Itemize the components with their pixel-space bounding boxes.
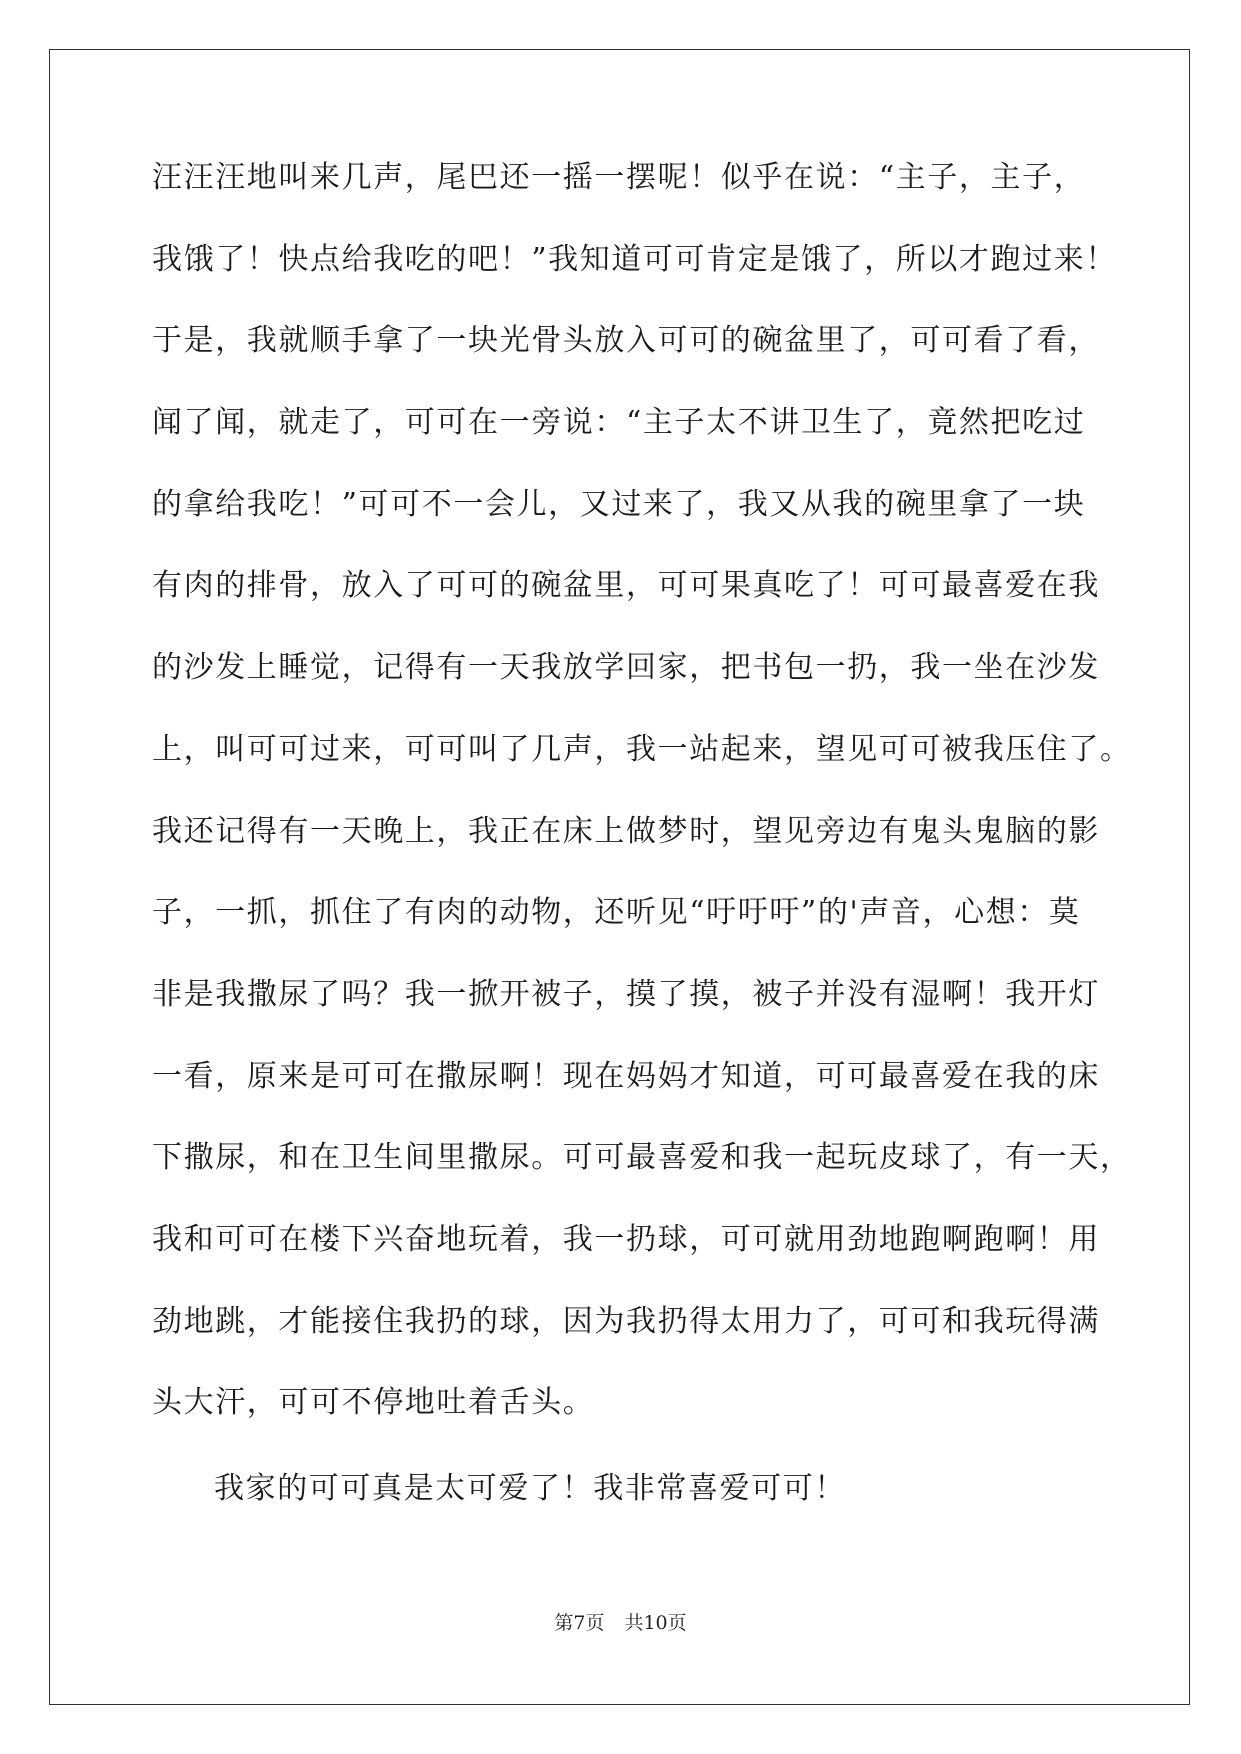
text-line: 非是我撒尿了吗？我一掀开被子，摸了摸，被子并没有湿啊！我开灯 — [152, 976, 1100, 1012]
text-line: 我和可可在楼下兴奋地玩着，我一扔球，可可就用劲地跑啊跑啊！用 — [152, 1221, 1100, 1257]
text-line: 闻了闻，就走了，可可在一旁说：“主子太不讲卫生了，竟然把吃过 — [152, 405, 1086, 441]
page-total: 共10页 — [624, 1612, 687, 1634]
text-line: 我饿了！快点给我吃的吧！”我知道可可肯定是饿了，所以才跑过来！ — [152, 241, 1117, 277]
page-footer — [0, 1612, 1241, 1634]
text-line: 汪汪汪地叫来几声，尾巴还一摇一摆呢！似乎在说：“主子，主子， — [152, 160, 1086, 195]
text-line: 下撒尿，和在卫生间里撒尿。可可最喜爱和我一起玩皮球了，有一天， — [152, 1140, 1132, 1176]
text-line: 我家的可可真是太可爱了！我非常喜爱可可！ — [214, 1471, 846, 1506]
text-line: 一看，原来是可可在撒尿啊！现在妈妈才知道，可可最喜爱在我的床 — [152, 1058, 1100, 1094]
page-number: 第7页 — [554, 1612, 605, 1634]
text-line: 的拿给我吃！”可可不一会儿，又过来了，我又从我的碗里拿了一块 — [152, 486, 1086, 522]
text-line: 的沙发上睡觉，记得有一天我放学回家，把书包一扔，我一坐在沙发 — [152, 650, 1100, 686]
text-line: 头大汗，可可不停地吐着舌头。 — [152, 1385, 595, 1421]
paragraph-1 — [152, 160, 1132, 1470]
text-line: 上，叫可可过来，可可叫了几声，我一站起来，望见可可被我压住了。 — [152, 731, 1132, 767]
text-line: 劲地跳，才能接住我扔的球，因为我扔得太用力了，可可和我玩得满 — [152, 1303, 1100, 1339]
text-line: 子，一抓，抓住了有肉的动物，还听见“吁吁吁”的'声音，心想：莫 — [152, 895, 1081, 931]
text-line: 于是，我就顺手拿了一块光骨头放入可可的碗盆里了，可可看了看， — [152, 323, 1100, 359]
text-line: 我还记得有一天晚上，我正在床上做梦时，望见旁边有鬼头鬼脑的影 — [152, 813, 1100, 849]
text-line: 有肉的排骨，放入了可可的碗盆里，可可果真吃了！可可最喜爱在我 — [152, 568, 1100, 604]
paragraph-2 — [152, 1471, 1092, 1556]
